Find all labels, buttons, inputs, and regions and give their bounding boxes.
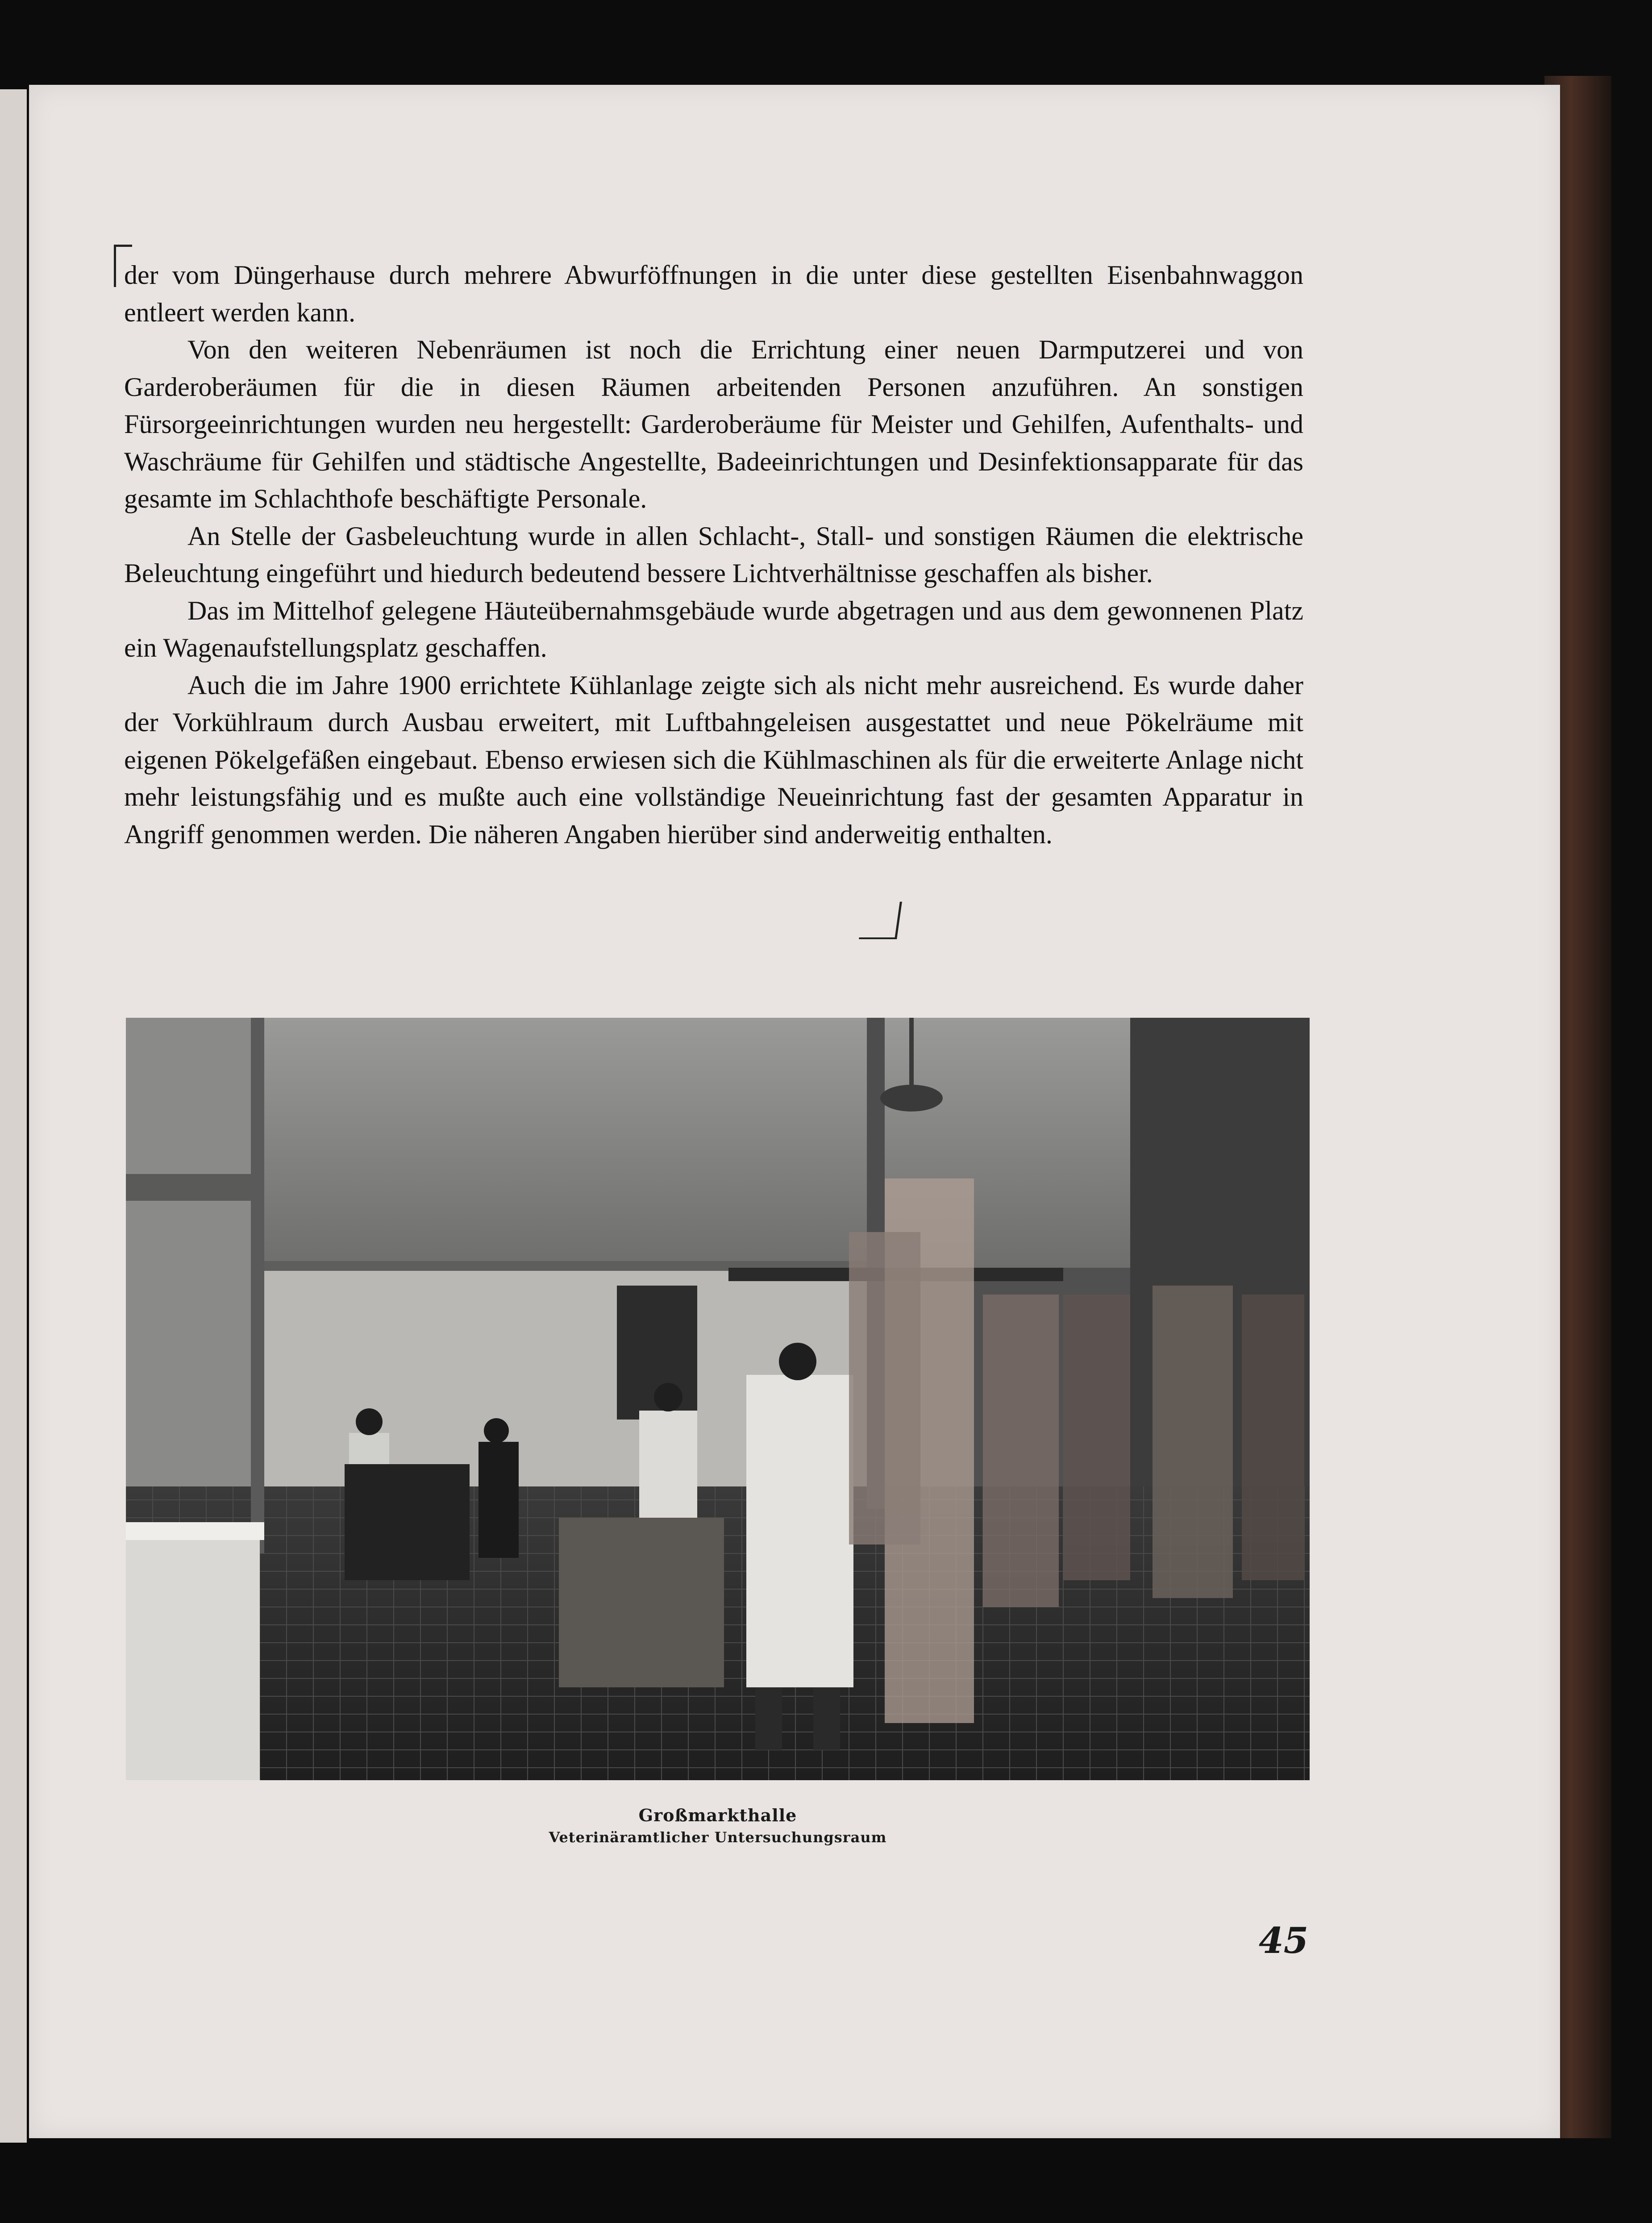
inspection-room-photo [126,1018,1310,1780]
paragraph-3: An Stelle der Gasbeleuchtung wurde in allen Schlacht-, Stall- und sonstigen Räumen die elektrische Beleuchtung eingeführt und hiedurch bedeutend bessere Lichtverhältnisse geschaffen als bisher. [124,521,1303,588]
page-number: 45 [1259,1919,1309,1961]
paragraph-1: der vom Düngerhause durch mehrere Abwurföffnungen in die unter diese gestellten Eisenbahnwaggon entleert werden kann. [124,260,1303,327]
paragraph-5: Auch die im Jahre 1900 errichtete Kühlanlage zeigte sich als nicht mehr ausreichend. Es wurde daher der Vorkühlraum durch Ausbau erweitert, mit Luftbahngeleisen ausgestattet und neue Pökelräume mit eigenen Pökelgefäßen eingebaut. Ebenso erwiesen sich die Kühlmaschinen als für die erweiterte Anlage nicht mehr leistungsfähig und es mußte auch eine vollständige Neueinrichtung fast der gesamten Apparatur in Angriff genommen werden. Die näheren Angaben hierüber sind anderweitig enthalten. [124,670,1303,849]
underlying-page-edge [0,89,27,2143]
caption-title: Großmarkthalle [638,1805,797,1825]
pencil-end-mark [859,902,902,939]
paragraph-2: Von den weiteren Nebenräumen ist noch die Errichtung einer neuen Darmputzerei und von Garderoberäumen für die in diesen Räumen arbeitenden Personen anzuführen. An sonstigen Fürsorgeeinrichtungen wurden neu hergestellt: Garderoberäume für Meister und Gehilfen, Aufenthalts- und Waschräume für Gehilfen und städtische Angestellte, Badeeinrichtungen und Desinfektionsapparate für das gesamte im Schlachthofe beschäftigte Personale. [124,335,1303,513]
photo-caption [126,1803,1310,1847]
paragraph-4: Das im Mittelhof gelegene Häuteübernahmsgebäude wurde abgetragen und aus dem gewonnenen Platz ein Wagenaufstellungsplatz geschaffen. [124,595,1303,662]
body-text [124,257,1303,853]
caption-subtitle: Veterinäramtlicher Untersuchungsraum [549,1829,887,1846]
